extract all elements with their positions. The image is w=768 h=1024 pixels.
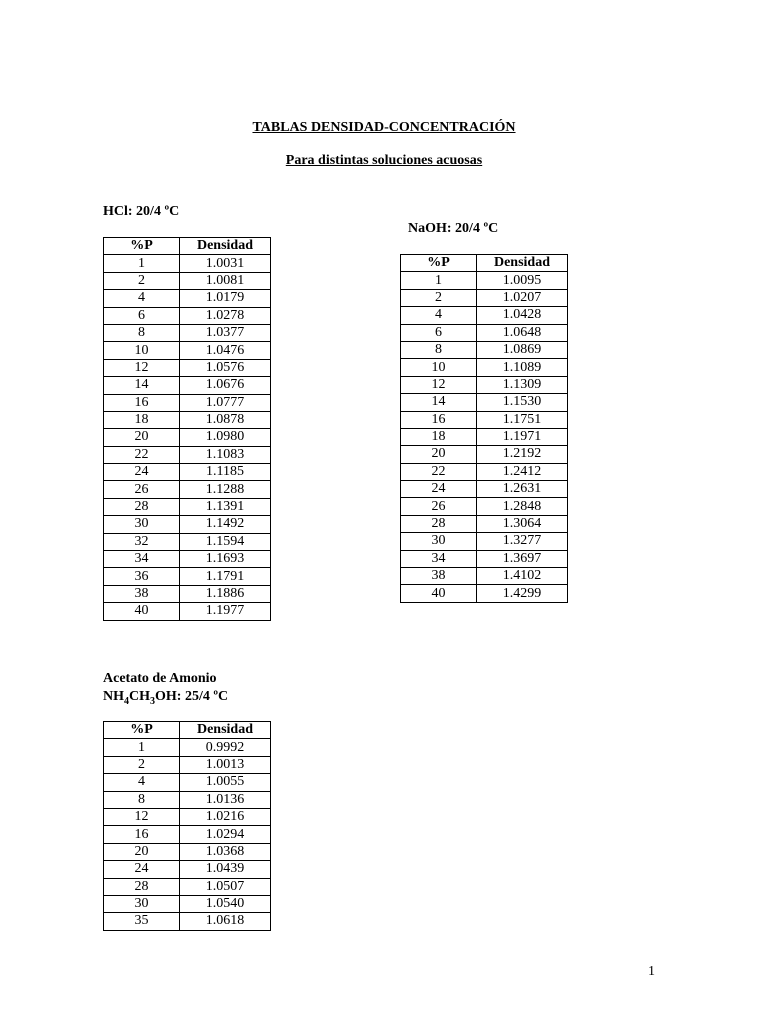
percent-cell: 40 <box>401 585 477 602</box>
table-row <box>104 878 271 895</box>
table-row <box>401 324 568 341</box>
percent-cell: 32 <box>104 533 180 550</box>
percent-cell: 20 <box>104 429 180 446</box>
naoh-table-label <box>408 220 498 238</box>
percent-cell: 35 <box>104 913 180 930</box>
density-cell: 1.1083 <box>180 446 271 463</box>
naoh-density-table <box>400 254 568 603</box>
density-cell: 1.0428 <box>477 307 568 324</box>
table-row <box>104 603 271 620</box>
percent-cell: 6 <box>104 307 180 324</box>
percent-cell: 1 <box>104 255 180 272</box>
table-row <box>104 826 271 843</box>
density-cell: 1.1089 <box>477 359 568 376</box>
percent-cell: 12 <box>104 808 180 825</box>
density-cell: 1.1530 <box>477 394 568 411</box>
percent-cell: 12 <box>104 359 180 376</box>
table-row <box>401 533 568 550</box>
table-row <box>104 533 271 550</box>
acetato-table-label <box>103 670 228 706</box>
percent-cell: 8 <box>104 791 180 808</box>
table-row <box>401 550 568 567</box>
density-cell: 1.0980 <box>180 429 271 446</box>
density-cell: 1.0095 <box>477 272 568 289</box>
table-row <box>104 861 271 878</box>
column-header-density: Densidad <box>180 722 271 739</box>
table-header-row <box>104 238 271 255</box>
percent-cell: 30 <box>104 516 180 533</box>
density-cell: 1.0294 <box>180 826 271 843</box>
percent-cell: 30 <box>104 895 180 912</box>
percent-cell: 16 <box>104 394 180 411</box>
percent-cell: 2 <box>104 272 180 289</box>
density-cell: 1.1391 <box>180 498 271 515</box>
table-row <box>401 376 568 393</box>
density-cell: 1.0278 <box>180 307 271 324</box>
table-row <box>401 463 568 480</box>
hcl-density-table <box>103 237 271 621</box>
density-cell: 1.0031 <box>180 255 271 272</box>
density-cell: 1.0081 <box>180 272 271 289</box>
table-row <box>401 585 568 602</box>
density-cell: 1.0777 <box>180 394 271 411</box>
table-row <box>401 515 568 532</box>
table-row <box>401 411 568 428</box>
table-row <box>104 359 271 376</box>
table-row <box>401 568 568 585</box>
percent-cell: 22 <box>401 463 477 480</box>
table-row <box>401 341 568 358</box>
column-header-percent: %P <box>401 255 477 272</box>
density-cell: 1.0476 <box>180 342 271 359</box>
table-row <box>104 481 271 498</box>
percent-cell: 18 <box>401 428 477 445</box>
percent-cell: 1 <box>401 272 477 289</box>
table-row <box>104 791 271 808</box>
percent-cell: 38 <box>401 568 477 585</box>
table-row <box>104 307 271 324</box>
percent-cell: 30 <box>401 533 477 550</box>
percent-cell: 16 <box>104 826 180 843</box>
table-row <box>104 739 271 756</box>
percent-cell: 6 <box>401 324 477 341</box>
density-cell: 1.4299 <box>477 585 568 602</box>
document-subtitle: Para distintas soluciones acuosas <box>285 153 483 168</box>
density-cell: 1.0377 <box>180 324 271 341</box>
density-cell: 1.0869 <box>477 341 568 358</box>
table-row <box>104 446 271 463</box>
percent-cell: 8 <box>401 341 477 358</box>
density-cell: 1.1309 <box>477 376 568 393</box>
table-row <box>401 394 568 411</box>
percent-cell: 14 <box>401 394 477 411</box>
density-cell: 1.0207 <box>477 289 568 306</box>
density-cell: 1.3277 <box>477 533 568 550</box>
table-row <box>104 551 271 568</box>
table-row <box>104 377 271 394</box>
percent-cell: 40 <box>104 603 180 620</box>
percent-cell: 24 <box>104 861 180 878</box>
percent-cell: 38 <box>104 585 180 602</box>
table-row <box>104 895 271 912</box>
percent-cell: 18 <box>104 411 180 428</box>
acetato-label-formula: $NH_4CH_3OH$: 25/4 ºC <box>103 689 229 707</box>
density-cell: 1.2631 <box>477 481 568 498</box>
table-row <box>104 342 271 359</box>
table-row <box>104 464 271 481</box>
column-header-density: Densidad <box>477 255 568 272</box>
density-cell: 1.1594 <box>180 533 271 550</box>
density-cell: 1.1791 <box>180 568 271 585</box>
table-row <box>104 498 271 515</box>
density-cell: 1.1185 <box>180 464 271 481</box>
column-header-percent: %P <box>104 238 180 255</box>
hcl-table-label <box>103 203 179 221</box>
table-row <box>104 756 271 773</box>
table-row <box>104 324 271 341</box>
density-cell: 1.1971 <box>477 428 568 445</box>
table-row <box>104 272 271 289</box>
density-cell: 1.2412 <box>477 463 568 480</box>
table-header-row <box>104 722 271 739</box>
density-cell: 1.1492 <box>180 516 271 533</box>
table-row <box>104 808 271 825</box>
table-row <box>104 394 271 411</box>
percent-cell: 10 <box>401 359 477 376</box>
density-cell: 1.1886 <box>180 585 271 602</box>
hcl-label-text: HCl: 20/4 ºC <box>103 204 180 219</box>
density-cell: 1.0439 <box>180 861 271 878</box>
page-number: 1 <box>648 964 655 979</box>
percent-cell: 4 <box>104 774 180 791</box>
percent-cell: 4 <box>401 307 477 324</box>
density-cell: 1.0576 <box>180 359 271 376</box>
table-row <box>401 446 568 463</box>
percent-cell: 10 <box>104 342 180 359</box>
table-row <box>104 290 271 307</box>
percent-cell: 2 <box>104 756 180 773</box>
density-cell: 1.3064 <box>477 515 568 532</box>
percent-cell: 24 <box>104 464 180 481</box>
density-cell: 1.0216 <box>180 808 271 825</box>
density-cell: 0.9992 <box>180 739 271 756</box>
table-row <box>104 411 271 428</box>
density-cell: 1.0136 <box>180 791 271 808</box>
density-cell: 1.0055 <box>180 774 271 791</box>
percent-cell: 24 <box>401 481 477 498</box>
percent-cell: 1 <box>104 739 180 756</box>
percent-cell: 26 <box>104 481 180 498</box>
table-row <box>401 272 568 289</box>
percent-cell: 26 <box>401 498 477 515</box>
percent-cell: 20 <box>401 446 477 463</box>
density-cell: 1.0618 <box>180 913 271 930</box>
percent-cell: 22 <box>104 446 180 463</box>
density-cell: 1.2848 <box>477 498 568 515</box>
density-cell: 1.0179 <box>180 290 271 307</box>
density-cell: 1.3697 <box>477 550 568 567</box>
percent-cell: 8 <box>104 324 180 341</box>
density-cell: 1.4102 <box>477 568 568 585</box>
percent-cell: 36 <box>104 568 180 585</box>
table-row <box>104 585 271 602</box>
table-row <box>401 289 568 306</box>
table-row <box>104 255 271 272</box>
density-cell: 1.2192 <box>477 446 568 463</box>
density-cell: 1.0013 <box>180 756 271 773</box>
density-cell: 1.1288 <box>180 481 271 498</box>
naoh-label-text: NaOH: 20/4 ºC <box>408 221 499 236</box>
percent-cell: 20 <box>104 843 180 860</box>
table-row <box>401 307 568 324</box>
table-row <box>104 913 271 930</box>
table-row <box>104 568 271 585</box>
density-cell: 1.0368 <box>180 843 271 860</box>
density-cell: 1.0507 <box>180 878 271 895</box>
percent-cell: 16 <box>401 411 477 428</box>
density-cell: 1.1977 <box>180 603 271 620</box>
table-row <box>401 428 568 445</box>
table-row <box>401 481 568 498</box>
table-row <box>104 429 271 446</box>
density-cell: 1.1751 <box>477 411 568 428</box>
percent-cell: 28 <box>104 878 180 895</box>
table-row <box>401 498 568 515</box>
document-title: TABLAS DENSIDAD-CONCENTRACIÓN <box>252 120 516 135</box>
column-header-percent: %P <box>104 722 180 739</box>
density-cell: 1.0540 <box>180 895 271 912</box>
table-row <box>104 774 271 791</box>
acetato-density-table <box>103 721 271 931</box>
percent-cell: 28 <box>104 498 180 515</box>
column-header-density: Densidad <box>180 238 271 255</box>
density-cell: 1.0648 <box>477 324 568 341</box>
percent-cell: 34 <box>104 551 180 568</box>
table-header-row <box>401 255 568 272</box>
percent-cell: 34 <box>401 550 477 567</box>
percent-cell: 4 <box>104 290 180 307</box>
density-cell: 1.1693 <box>180 551 271 568</box>
acetato-label-name: Acetato de Amonio <box>103 671 217 686</box>
density-cell: 1.0878 <box>180 411 271 428</box>
density-cell: 1.0676 <box>180 377 271 394</box>
percent-cell: 28 <box>401 515 477 532</box>
table-row <box>104 843 271 860</box>
table-row <box>104 516 271 533</box>
percent-cell: 12 <box>401 376 477 393</box>
percent-cell: 2 <box>401 289 477 306</box>
table-row <box>401 359 568 376</box>
percent-cell: 14 <box>104 377 180 394</box>
